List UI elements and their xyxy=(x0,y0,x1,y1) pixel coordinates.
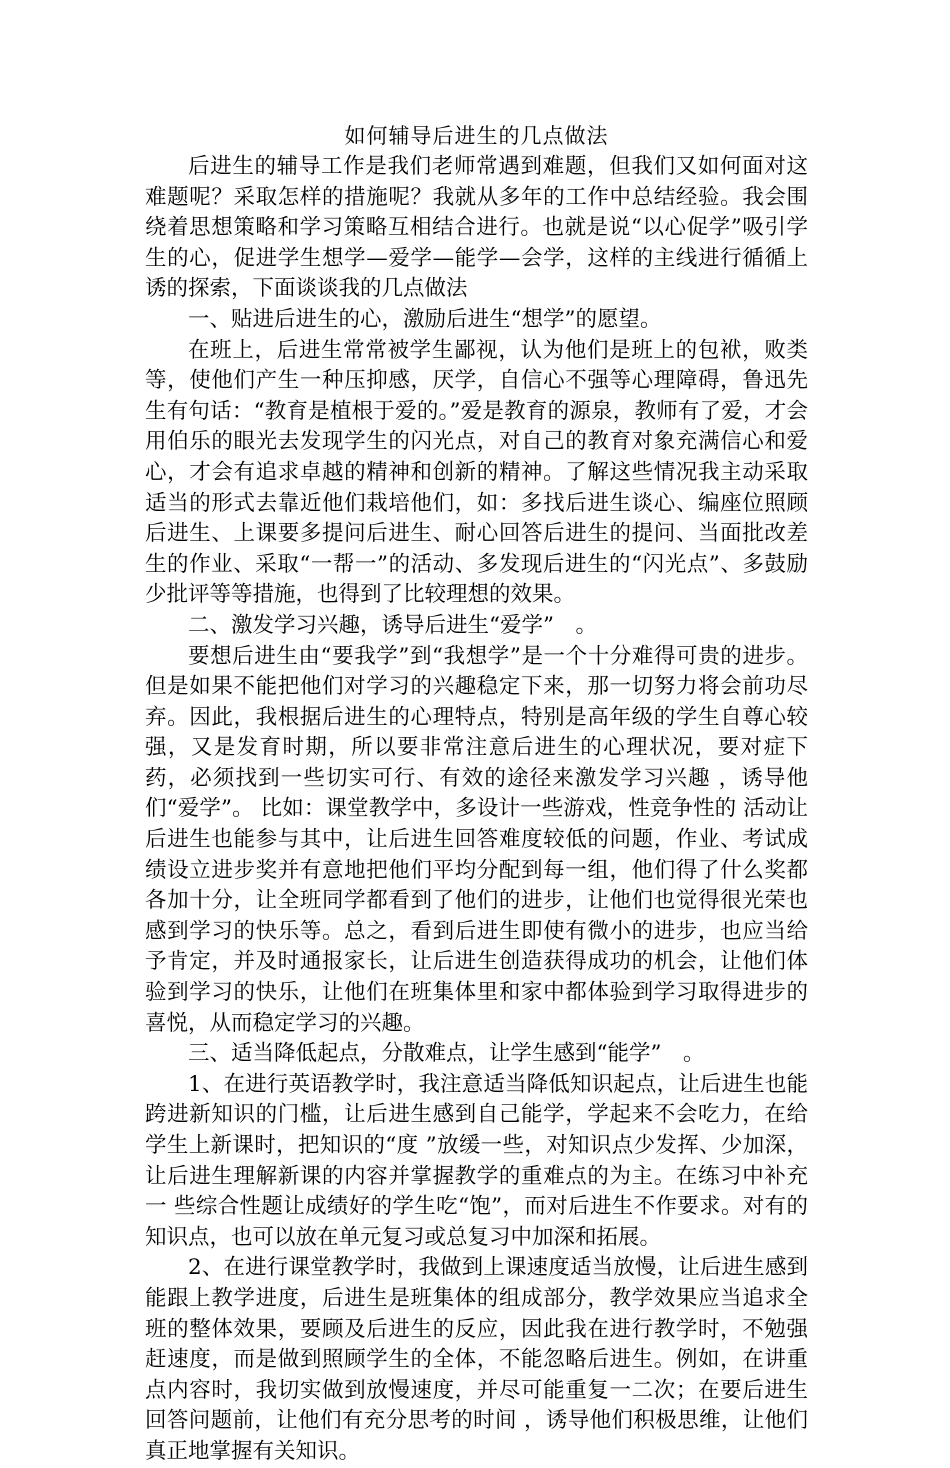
section-heading-2: 二、激发学习兴趣，诱导后进生“爱学” 。 xyxy=(188,612,597,638)
paragraph-intro: 后进生的辅导工作是我们老师常遇到难题，但我们又如何面对这难题呢？采取怎样的措施呢？我就从多年的工作中总结经验。我会围绕着思想策略和学习策略互相结合进行。也就是说“以心促学”吸引学生的心，促进学生想学—爱学—能学—会学，这样的主线进行循循上诱的探索，下面谈谈我的几点做法 xyxy=(145,154,808,302)
document-title: 如何辅导后进生的几点做法 xyxy=(344,124,609,148)
section-heading-1: 一、贴进后进生的心，激励后进生“想学”的愿望。 xyxy=(188,306,662,332)
section-heading-3: 三、适当降低起点，分散难点，让学生感到“能学” 。 xyxy=(188,1041,705,1067)
paragraph-section-3-item-2: 2、在进行课堂教学时，我做到上课速度适当放慢，让后进生感到能跟上教学进度，后进生是班集体的组成部分，教学效果应当追求全班的整体效果，要顾及后进生的反应，因此我在进行教学时，不勉强赶速度，而是做到照顾学生的全体，不能忽略后进生。例如，在讲重点内容时，我切实做到放慢速度，并尽可能重复一二次；在要后进生回答问题前，让他们有充分思考的时间 ，诱导他们积极思维，让他们真正地掌握有关知识。 xyxy=(145,1255,808,1464)
paragraph-section-2: 要想后进生由“要我学”到“我想学”是一个十分难得可贵的进步。但是如果不能把他们对学习的兴趣稳定下来，那一切努力将会前功尽弃。因此，我根据后进生的心理特点，特别是高年级的学生自尊心较强，又是发育时期，所以要非常注意后进生的心理状况，要对症下药，必须找到一些切实可行、有效的途径来激发学习兴趣 ，诱导他们“爱学”。 比如：课堂教学中，多设计一些游戏，性竞争性的 活动让后进生也能参与其中，让后进生回答难度较低的问题，作业、考试成绩设立进步奖并有意地把他们平均分配到每一组，他们得了什么奖都各加十分，让全班同学都看到了他们的进步，让他们也觉得很光荣也感到学习的快乐等。总之，看到后进生即使有微小的进步，也应当给予肯定，并及时通报家长，让后进生创造获得成功的机会，让他们体验到学习的快乐，让他们在班集体里和家中都体验到学习取得进步的喜悦，从而稳定学习的兴趣。 xyxy=(145,643,808,1036)
paragraph-section-3-item-1: 1、在进行英语教学时，我注意适当降低知识起点，让后进生也能跨进新知识的门槛，让后进生感到自己能学，学起来不会吃力，在给学生上新课时，把知识的“度 ”放缓一些，对知识点少发挥、少加深，让后进生理解新课的内容并掌握教学的重难点的为主。在练习中补充一 些综合性题让成绩好的学生吃“饱”，而对后进生不作要求。对有的知识点，也可以放在单元复习或总复习中加深和拓展。 xyxy=(145,1071,808,1250)
paragraph-section-1: 在班上，后进生常常被学生鄙视，认为他们是班上的包袱，败类等，使他们产生一种压抑感，厌学，自信心不强等心理障碍，鲁迅先生有句话：“教育是植根于爱的。”爱是教育的源泉，教师有了爱，才会用伯乐的眼光去发现学生的闪光点，对自己的教育对象充满信心和爱心，才会有追求卓越的精神和创新的精神。了解这些情况我主动采取适当的形式去靠近他们栽培他们，如：多找后进生谈心、编座位照顾后进生、上课要多提问后进生、耐心回答后进生的提问、当面批改差生的作业、采取“一帮一”的活动、多发现后进生的“闪光点”、多鼓励少批评等等措施，也得到了比较理想的效果。 xyxy=(145,337,808,608)
document-page xyxy=(145,122,808,1468)
